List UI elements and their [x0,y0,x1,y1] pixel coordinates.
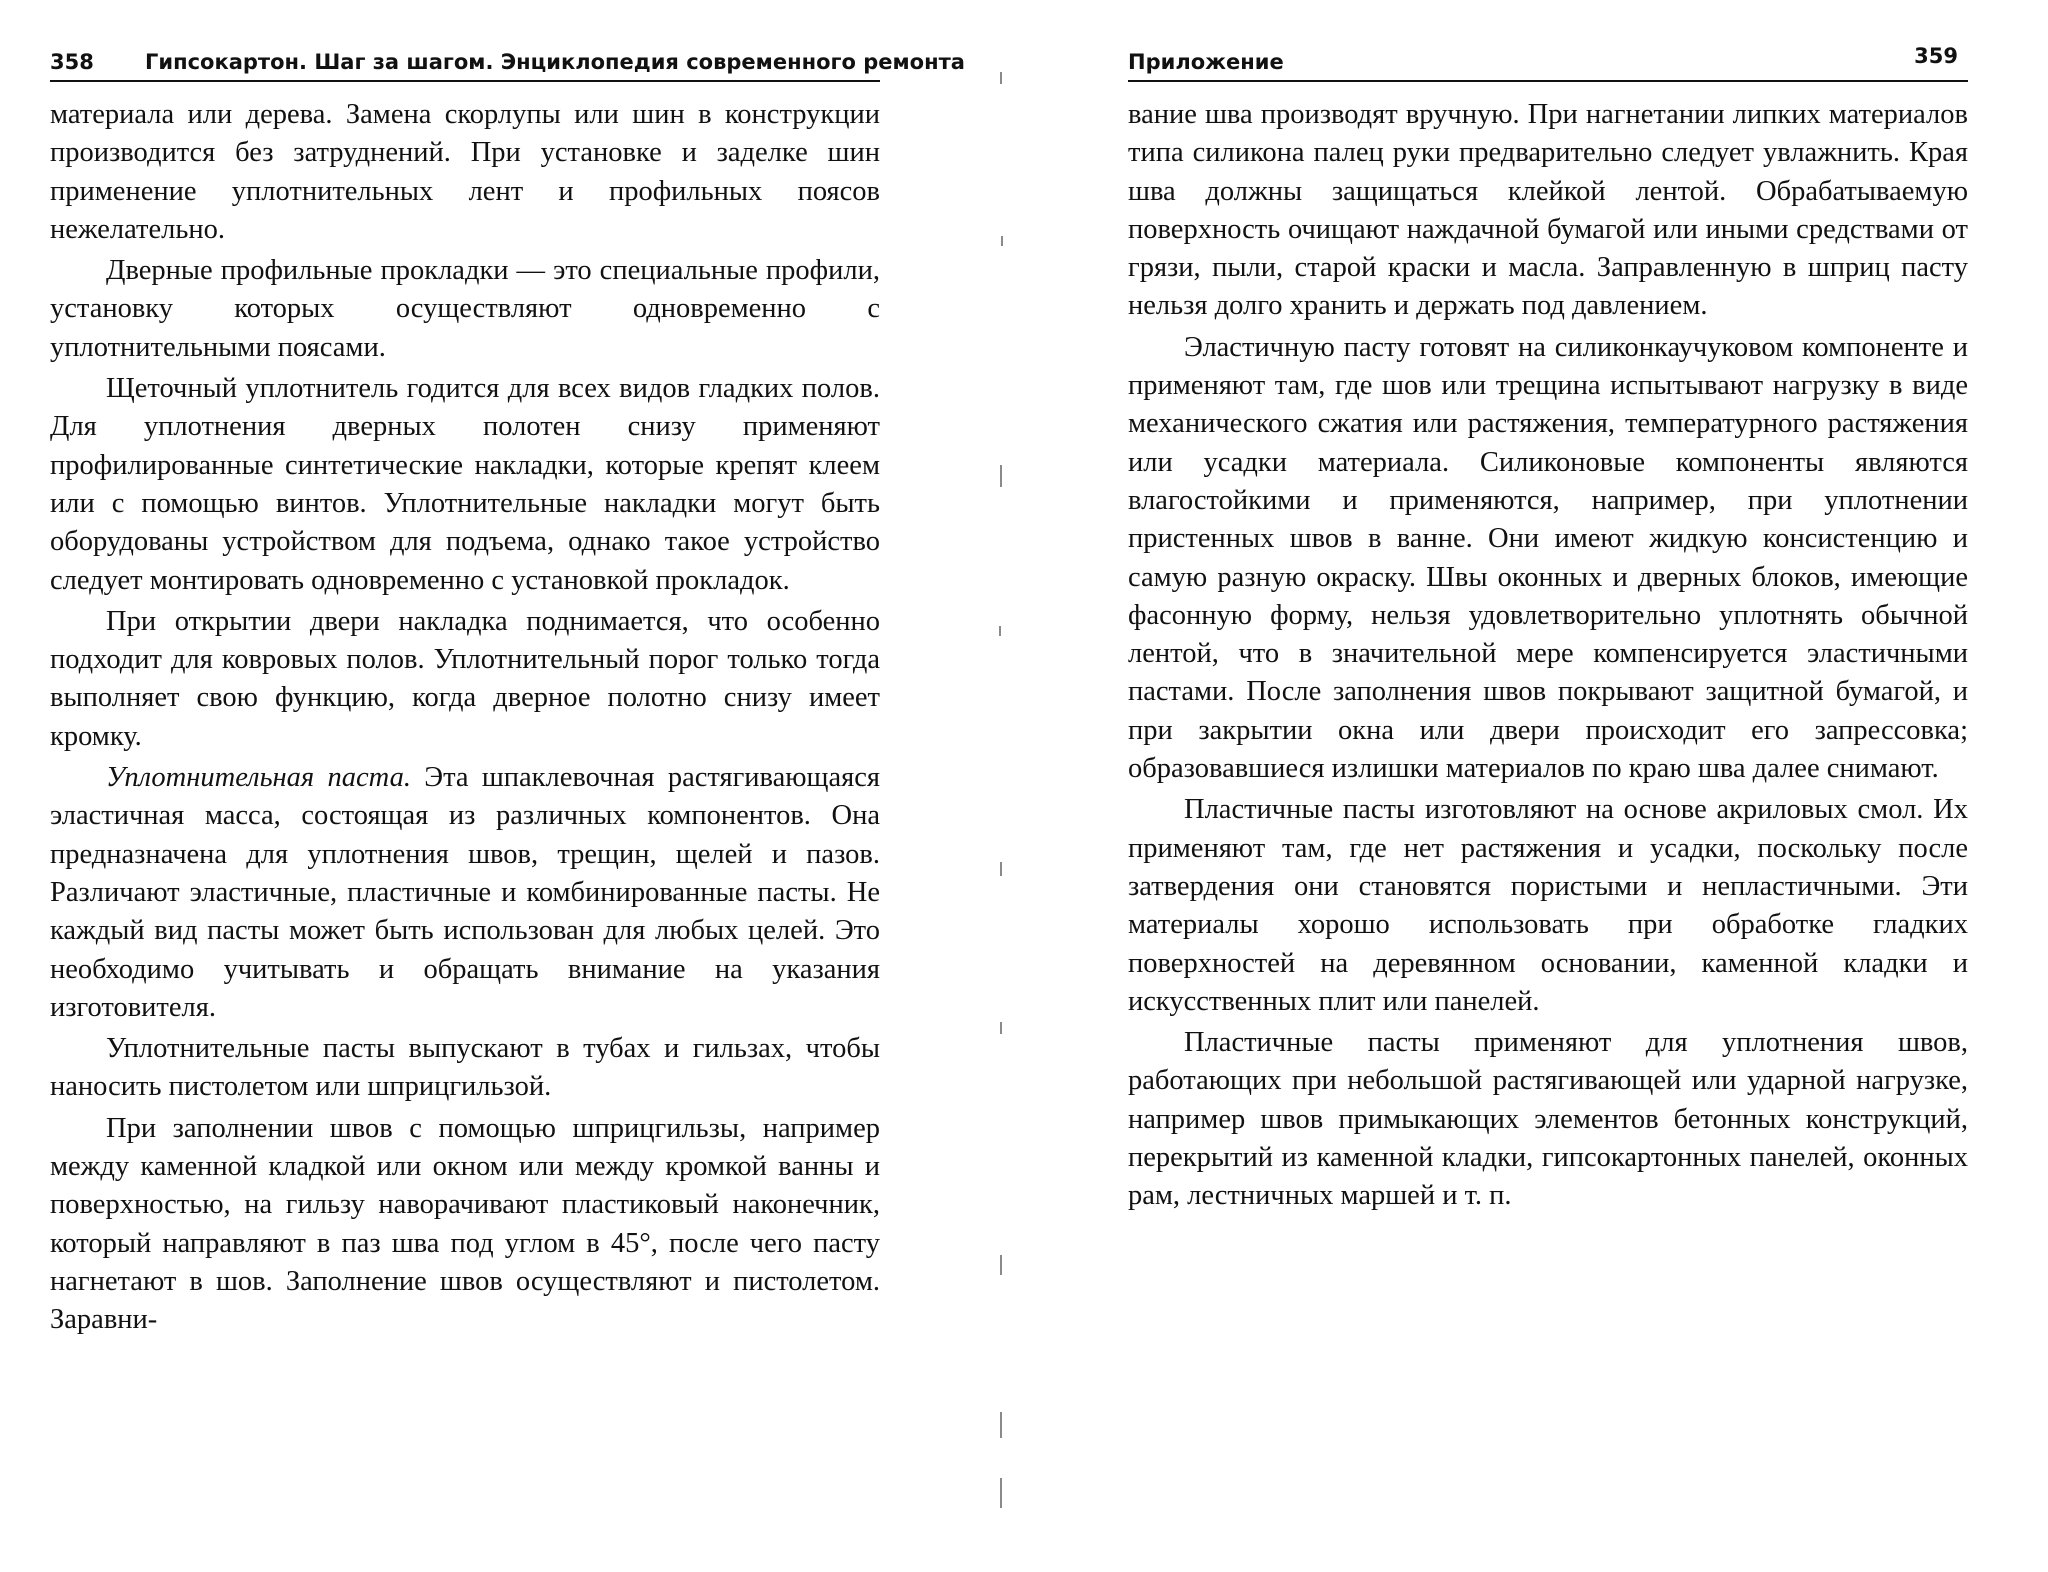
left-running-head-title: Гипсокартон. Шаг за шагом. Энциклопедия современного ремонта [145,50,965,74]
right-page-body [1128,96,1968,1216]
paragraph [1128,96,1968,326]
gutter-mark [1000,1022,1002,1034]
paragraph [1128,791,1968,1021]
term-lead: Уплотнительная паста. [106,762,411,794]
gutter-mark [1000,862,1002,876]
paragraph-text: При заполнении швов с помощью шприцгильзы, например между каменной кладкой или окном или между кромкой ванны и поверхностью, на гильзу наворачивают пластиковый наконечник, который направляют в паз шва под углом в 45°, после чего пасту нагнетают в шов. Заполнение швов осуществляют и пистолетом. Заравни- [50,1112,880,1336]
gutter-mark [1000,1255,1002,1275]
gutter-mark [1000,72,1002,84]
paragraph-text: Пластичные пасты изготовляют на основе акриловых смол. Их применяют там, где нет растяжения и усадки, поскольку после затвердения они становятся пористыми и непластичными. Эти материалы хорошо использовать при обработке гладких поверхностей на деревянном основании, каменной кладки и искусственных плит или панелей. [1128,794,1968,1017]
paragraph-text: Щеточный уплотнитель годится для всех видов гладких полов. Для уплотнения дверных полотен снизу применяют профилированные синтетические накладки, которые крепят клеем или с помощью винтов. Уплотнительные накладки могут быть оборудованы устройством для подъема, однако такое устройство следует монтировать одновременно с установкой прокладок. [50,373,880,596]
right-running-head-title: Приложение [1128,50,1284,74]
gutter-mark [1000,465,1002,487]
gutter-mark [1000,1412,1002,1438]
gutter-mark [999,626,1001,636]
left-page-number: 358 [50,50,94,74]
left-running-head [50,40,965,82]
paragraph [50,1030,880,1107]
paragraph-text: При открытии двери накладка поднимается, что особенно подходит для ковровых полов. Уплотнительный порог только тогда выполняет свою функцию, когда дверное полотно снизу имеет кромку. [50,605,880,752]
paragraph [1128,1024,1968,1215]
paragraph-text: вание шва производят вручную. При нагнетании липких материалов типа силикона палец руки предварительно следует увлажнить. Края шва должны защищаться клейкой лентой. Обрабатываемую поверхность очищают наждачной бумагой или иными средствами от грязи, пыли, старой краски и масла. Заправленную в шприц пасту нельзя долго хранить и держать под давлением. [1128,99,1968,322]
paragraph [50,759,880,1027]
paragraph-text: Эта шпаклевочная растягивающаяся эластичная масса, состоящая из различных компонентов. Она предназначена для уплотнения швов, трещин, щелей и пазов. Различают эластичные, пластичные и комбинированные пасты. Не каждый вид пасты может быть использован для любых целей. Это необходимо учитывать и обращать внимание на указания изготовителя. [50,762,880,1023]
paragraph [50,603,880,756]
gutter-mark [1000,1478,1002,1508]
paragraph-text: Дверные профильные прокладки — это специальные профили, установку которых осуществляют одновременно с уплотнительными поясами. [50,255,880,363]
paragraph [1128,329,1968,789]
right-page-number: 359 [1914,44,1958,68]
right-running-head [1128,40,1968,82]
left-page-body [50,96,880,1340]
paragraph-text: Эластичную пасту готовят на силиконкаучуковом компоненте и применяют там, где шов или трещина испытывают нагрузку в виде механического сжатия или растяжения, температурного растяжения или усадки материала. Силиконовые компоненты являются влагостойкими и применяются, например, при уплотнении пристенных швов в ванне. Они имеют жидкую консистенцию и самую разную окраску. Швы оконных и дверных блоков, имеющие фасонную форму, нельзя удовлетворительно уплотнять обычной лентой, что в значительной мере компенсируется эластичными пастами. После заполнения швов покрывают защитной бумагой, и при закрытии окна или двери происходит его запрессовка; образовавшиеся излишки материалов по краю шва далее снимают. [1128,331,1968,785]
paragraph [50,1110,880,1340]
paragraph [50,252,880,367]
paragraph-text: Пластичные пасты применяют для уплотнения швов, работающих при небольшой растягивающей или ударной нагрузке, например швов примыкающих элементов бетонных конструкций, перекрытий из каменной кладки, гипсокартонных панелей, оконных рам, лестничных маршей и т. п. [1128,1027,1968,1212]
left-page [50,40,965,1343]
right-page [1128,40,1968,1219]
paragraph [50,96,880,249]
gutter-mark [1001,236,1003,246]
paragraph [50,370,880,600]
paragraph-text: Уплотнительные пасты выпускают в тубах и гильзах, чтобы наносить пистолетом или шприцгильзой. [50,1033,880,1103]
book-gutter [990,0,1020,1572]
paragraph-text: материала или дерева. Замена скорлупы или шин в конструкции производится без затруднений. При установке и заделке шин применение уплотнительных лент и профильных поясов нежелательно. [50,99,880,245]
